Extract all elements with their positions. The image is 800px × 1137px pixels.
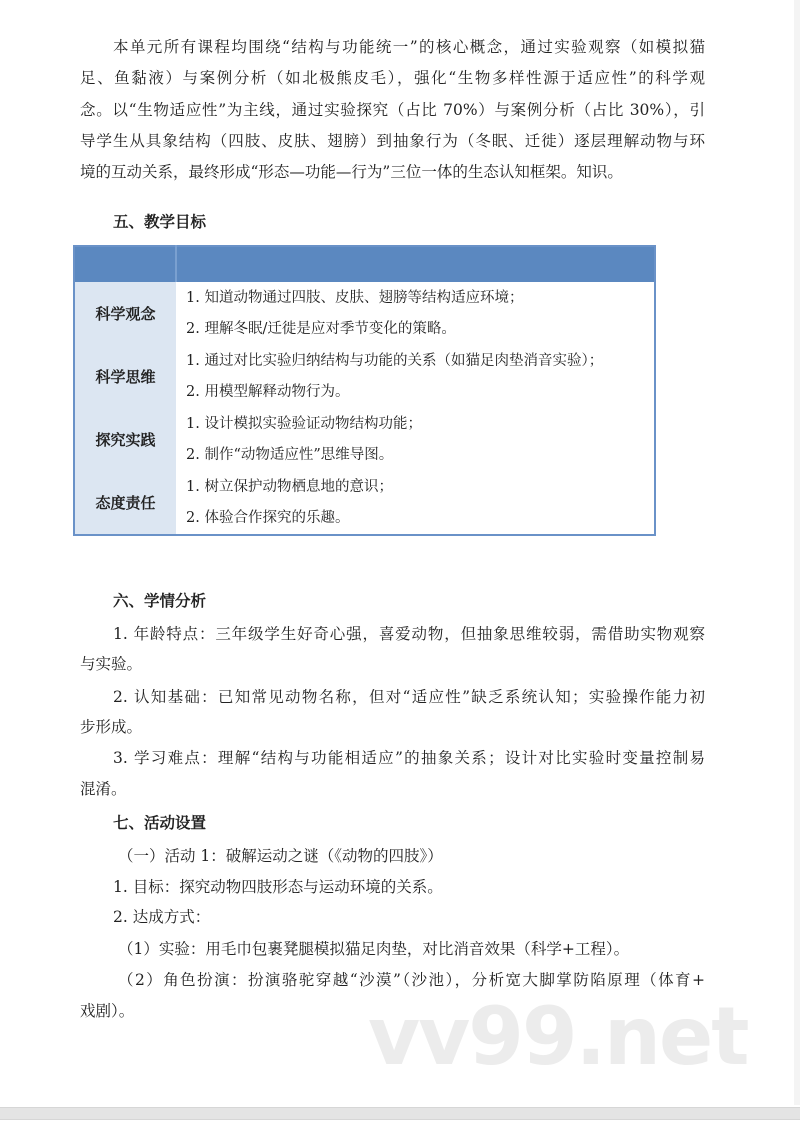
page-separator xyxy=(0,1107,800,1120)
intro-line: 念。以“生物适应性”为主线，通过实验探究（占比 70%）与案例分析（占比 30%），引 xyxy=(80,101,705,119)
analysis-line: 步形成。 xyxy=(80,718,143,736)
analysis-line: 与实验。 xyxy=(80,655,143,673)
goal-item: 2. 体验合作探究的乐趣。 xyxy=(186,509,350,526)
goal-label: 态度责任 xyxy=(74,471,176,535)
activity-line: （一）活动 1：破解运动之谜（《动物的四肢》） xyxy=(118,847,443,865)
goal-label: 科学观念 xyxy=(74,282,176,345)
goal-item: 1. 树立保护动物栖息地的意识； xyxy=(186,478,393,495)
goal-item: 2. 理解冬眠/迁徙是应对季节变化的策略。 xyxy=(186,320,456,337)
table-header-cell xyxy=(74,246,176,282)
goal-label: 探究实践 xyxy=(74,408,176,471)
analysis-line: 1. 年龄特点：三年级学生好奇心强，喜爱动物，但抽象思维较弱，需借助实物观察 xyxy=(113,625,705,643)
teaching-goals-table xyxy=(73,245,656,536)
table-row xyxy=(74,471,655,535)
table-row xyxy=(74,408,655,471)
intro-line: 境的互动关系，最终形成“形态—功能—行为”三位一体的生态认知框架。知识。 xyxy=(80,163,623,181)
intro-line: 足、鱼黏液）与案例分析（如北极熊皮毛），强化“生物多样性源于适应性”的科学观 xyxy=(80,69,705,87)
activity-line: 1. 目标：探究动物四肢形态与运动环境的关系。 xyxy=(113,878,443,896)
analysis-line: 3. 学习难点：理解“结构与功能相适应”的抽象关系；设计对比实验时变量控制易 xyxy=(113,749,705,767)
goal-item: 2. 制作“动物适应性”思维导图。 xyxy=(186,446,394,463)
section-5-heading: 五、教学目标 xyxy=(113,213,207,231)
activity-line: （2）角色扮演：扮演骆驼穿越“沙漠”（沙池），分析宽大脚掌防陷原理（体育+ xyxy=(118,971,705,989)
goal-item: 2. 用模型解释动物行为。 xyxy=(186,383,350,400)
table-header-cell xyxy=(176,246,655,282)
analysis-line: 混淆。 xyxy=(80,780,127,798)
goal-item: 1. 通过对比实验归纳结构与功能的关系（如猫足肉垫消音实验）； xyxy=(186,352,604,369)
intro-line: 导学生从具象结构（四肢、皮肤、翅膀）到抽象行为（冬眠、迁徙）逐层理解动物与环 xyxy=(80,132,705,150)
goal-item: 1. 设计模拟实验验证动物结构功能； xyxy=(186,415,422,432)
section-7-heading: 七、活动设置 xyxy=(113,814,207,832)
watermark: vv99.net xyxy=(368,990,748,1083)
table-row xyxy=(74,282,655,345)
table-row xyxy=(74,345,655,408)
activity-line: 2. 达成方式： xyxy=(113,908,211,926)
goal-item: 1. 知道动物通过四肢、皮肤、翅膀等结构适应环境； xyxy=(186,289,524,306)
intro-line: 本单元所有课程均围绕“结构与功能统一”的核心概念，通过实验观察（如模拟猫 xyxy=(113,38,705,56)
goal-label: 科学思维 xyxy=(74,345,176,408)
activity-line: （1）实验：用毛巾包裹凳腿模拟猫足肉垫，对比消音效果（科学+工程）。 xyxy=(118,940,630,958)
scrollbar-track[interactable] xyxy=(794,0,800,1105)
activity-line: 戏剧）。 xyxy=(80,1002,135,1020)
analysis-line: 2. 认知基础：已知常见动物名称，但对“适应性”缺乏系统认知；实验操作能力初 xyxy=(113,688,705,706)
section-6-heading: 六、学情分析 xyxy=(113,592,207,610)
